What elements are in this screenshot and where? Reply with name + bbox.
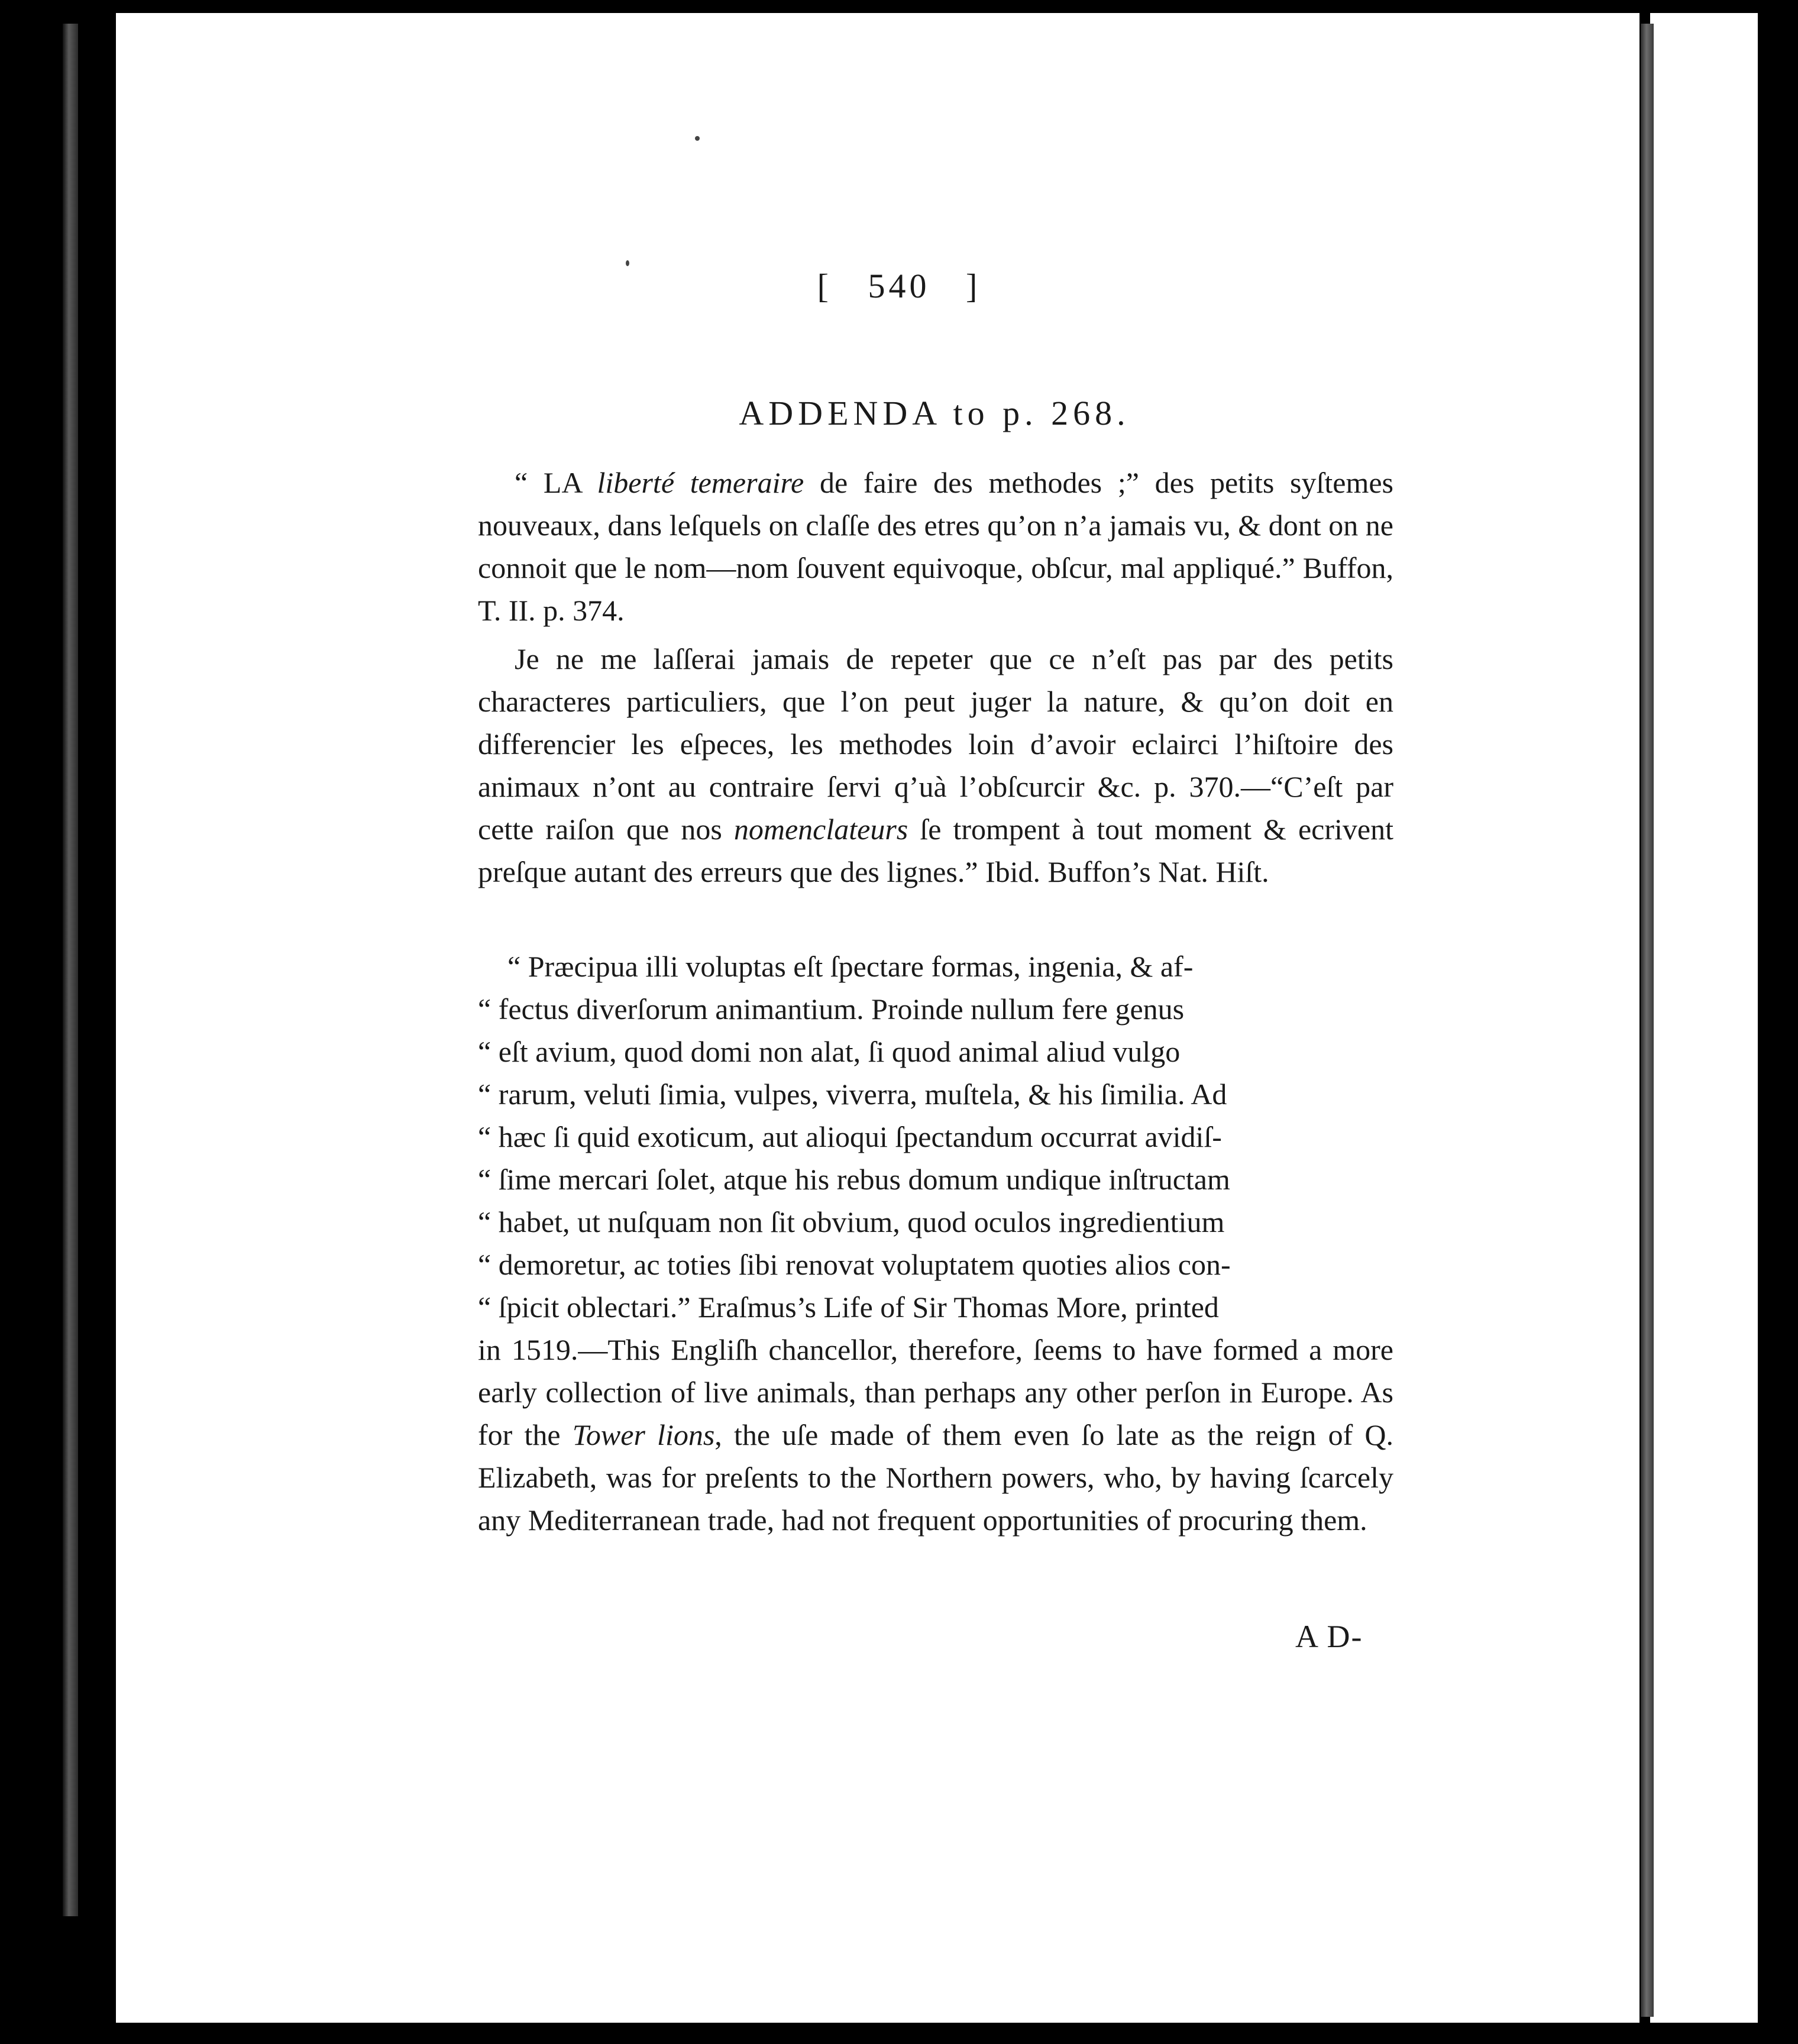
quote-line: “ habet, ut nuſquam non ſit obvium, quod oculos ingredientium bbox=[478, 1205, 1225, 1238]
italic-text: Tower lions bbox=[572, 1418, 715, 1451]
text-run: in 1519.—This Engliſh chancellor, therefore, ſeems to have formed a more early collection of live animals, than perhaps any other perſon in Europe. As for the bbox=[478, 1333, 1393, 1451]
ink-speck bbox=[626, 260, 629, 266]
quote-line: “ ſime mercari ſolet, atque his rebus domum undique inſtructam bbox=[478, 1163, 1230, 1196]
paragraph-buffon-quote bbox=[478, 461, 1393, 632]
paragraph-erasmus-quote bbox=[478, 945, 1393, 1541]
quote-line: “ rarum, veluti ſimia, vulpes, viverra, muſtela, & his ſimilia. Ad bbox=[478, 1078, 1227, 1111]
text-run: Je ne me laſſerai jamais de repeter que ce n’eſt pas par des petits characteres particuliers, que l’on peut juger la nature, & qu’on doit en differencier les eſpeces, les methodes loin d’avoir eclairci l’hiſtoire des animaux n’ont au contraire ſervi q’uà l’obſcurcir &c. p. 370.—“C’eſt par cette raiſon que nos bbox=[478, 642, 1393, 846]
binding-spine-right bbox=[1641, 24, 1654, 2017]
catchword: A D- bbox=[1295, 1619, 1363, 1654]
scan-border-bottom bbox=[0, 2023, 1798, 2044]
page-number: [ 540 ] bbox=[817, 267, 981, 305]
quote-line: “ demoretur, ac toties ſibi renovat voluptatem quoties alios con- bbox=[478, 1248, 1231, 1281]
italic-text: nomenclateurs bbox=[733, 813, 908, 846]
adjacent-page-leaf bbox=[1650, 13, 1758, 2023]
ink-speck bbox=[695, 136, 700, 141]
italic-text: liberté temeraire bbox=[597, 466, 804, 499]
scan-border-left bbox=[0, 0, 116, 2044]
text-run: “ LA bbox=[515, 466, 597, 499]
text-run: ſe trompent à tout moment & ecrivent preſque autant des erreurs que des lignes.” Ibid. Buffon’s Nat. Hiſt. bbox=[478, 813, 1393, 888]
quote-line: “ ſpicit oblectari.” Eraſmus’s Life of Sir Thomas More, printed bbox=[478, 1291, 1219, 1324]
quote-line: “ Præcipua illi voluptas eſt ſpectare formas, ingenia, & af- bbox=[507, 950, 1194, 983]
binding-edge-left bbox=[63, 24, 78, 1916]
quote-line: “ hæc ſi quid exoticum, aut alioqui ſpectandum occurrat avidiſ- bbox=[478, 1120, 1222, 1153]
quote-line: “ eſt avium, quod domi non alat, ſi quod animal aliud vulgo bbox=[478, 1035, 1181, 1068]
text-run: , the uſe made of them even ſo late as the reign of Q. Elizabeth, was for preſents to the Northern powers, who, by having ſcarcely any Mediterranean trade, had not frequent opportunities of procuring them. bbox=[478, 1418, 1393, 1537]
quote-line: “ fectus diverſorum animantium. Proinde nullum fere genus bbox=[478, 992, 1185, 1026]
section-heading: ADDENDA to p. 268. bbox=[739, 394, 1130, 432]
text-run: de faire des methodes ;” des petits syſtemes nouveaux, dans leſquels on claſſe des etres qu’on n’a jamais vu, & dont on ne connoit que le nom—nom ſouvent equivoque, obſcur, mal appliqué.” Buffon, T. II. p. 374. bbox=[478, 466, 1393, 627]
paragraph-buffon-methodes bbox=[478, 638, 1393, 893]
scan-border-top bbox=[0, 0, 1798, 13]
